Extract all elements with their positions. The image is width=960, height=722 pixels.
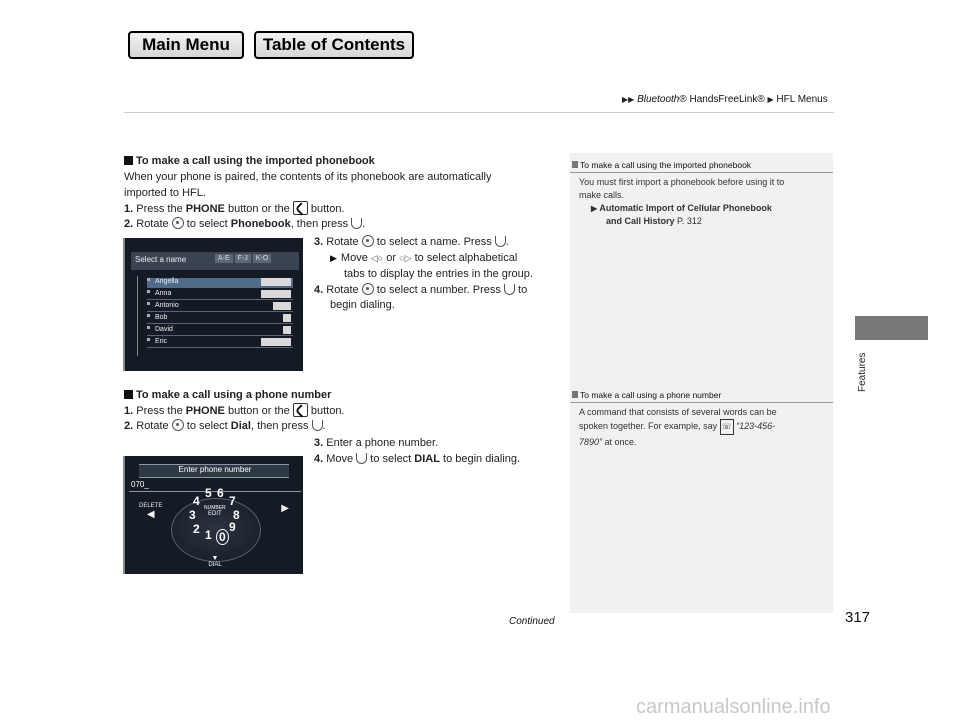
dial-digit-selected: 0 [216,529,229,545]
substep-arrow-icon: ▶ [330,253,337,263]
section-1-step-1 [124,201,345,217]
phone-button-icon [293,403,308,417]
delete-key [139,503,162,520]
section-1-heading [124,154,375,169]
step-text: to select a name. Press [373,236,495,248]
name-text: Antonio [155,302,179,309]
section-2-heading [124,388,331,403]
step-text: to begin dialing. [439,453,521,465]
left-arrow-icon: ◀ [146,509,155,520]
step-text: to select alphabetical [411,252,518,264]
section-1-step-2 [124,217,365,232]
step-text: Press the [136,203,186,215]
dial-digit: 3 [189,508,196,522]
phonebook-screen-image [123,238,303,371]
alphabet-tab: F-J [235,254,251,263]
breadcrumb-arrow-icon: ▶ [767,95,774,104]
name-row [147,326,293,336]
step-text: to select [183,420,231,432]
step-text: button or the [224,405,293,417]
note-1-ref-line-2: and Call History [606,216,675,226]
interface-dial-press-icon [495,236,506,247]
note-2-line-3 [579,435,829,449]
section-2-heading-text: To make a call using a phone number [136,389,332,401]
main-menu-button[interactable]: Main Menu [128,31,244,59]
interface-dial-rotate-icon [362,283,374,295]
step-number: 4. [314,284,324,296]
step-text: to select a number. Press [373,284,504,296]
step-text: Rotate [136,218,172,230]
section-bullet-icon [124,390,133,399]
alphabet-tab: K-O [253,254,271,263]
step-text: Rotate [326,284,362,296]
number-entry: 070_ [131,480,149,489]
note-2-title [570,387,833,403]
section-2-step-2 [124,419,326,434]
breadcrumb [622,94,828,105]
note-icon [572,161,578,168]
side-section-label: Features [857,352,868,392]
phone-button-icon [293,201,308,215]
note-2-line-1: A command that consists of several words can be [579,407,777,417]
interface-dial-press-icon [312,420,323,431]
interface-dial-press-icon [504,284,515,295]
center-line-2: EDIT [208,511,222,517]
step-text: or [383,252,400,264]
name-row [147,314,293,324]
name-text: Angella [155,278,179,285]
dial-digit: 7 [229,494,236,508]
talk-button-icon: ☏ [720,419,734,435]
number-badges [261,290,291,298]
section-1-substep-line-2: tabs to display the entries in the group. [344,268,533,280]
dial-center-label [204,505,226,517]
step-text: button. [307,203,345,215]
note-1-ref-line-1: Automatic Import of Cellular Phonebook [599,203,772,213]
step-number: 2. [124,218,134,230]
name-text: David [155,326,173,333]
step-text: to [514,284,528,296]
section-2-step-4 [314,452,520,467]
note-2-body [579,405,829,449]
section-1-heading-text: To make a call using the imported phonebook [136,155,375,167]
step-text: Move [326,453,357,465]
step-number: 1. [124,405,134,417]
breadcrumb-part-3: HFL Menus [776,94,828,105]
step-text: , then press [250,420,312,432]
alphabet-tabs [215,254,273,263]
continued-label: Continued [509,616,555,627]
move-right-icon: ○▷ [399,253,412,263]
dial-label-text: DIAL [208,562,222,568]
interface-dial-rotate-icon [172,419,184,431]
move-left-icon: ◁○ [370,253,384,263]
note-2-title-text: To make a call using a phone number [580,389,722,400]
table-of-contents-button[interactable]: Table of Contents [254,31,414,59]
note-1-title [570,157,833,173]
note-2-line-3-a: 7890” [579,437,603,447]
section-1-step-4 [314,283,527,298]
note-1-ref-page: P. 312 [674,216,702,226]
step-number: 2. [124,420,134,432]
section-1-intro-2: imported to HFL. [124,187,206,199]
dial-screen-image [123,456,303,574]
step-text-bold: DIAL [414,453,440,465]
entry-underline [129,491,301,492]
dial-digit: 8 [233,508,240,522]
number-badges [283,314,291,322]
section-1-substep [330,251,517,266]
step-number: 3. [314,236,324,248]
section-1-step-3 [314,235,509,250]
interface-dial-rotate-icon [362,235,374,247]
step-text: Rotate [136,420,172,432]
interface-dial-rotate-icon [172,217,184,229]
step-text: , then press [290,218,352,230]
note-1-reference[interactable] [579,202,829,228]
step-number: 1. [124,203,134,215]
step-text: button or the [224,203,293,215]
section-2-step-1 [124,403,345,419]
step-number: 4. [314,453,324,465]
note-2-line-2 [579,419,829,435]
screen-title: Enter phone number [178,465,252,474]
name-row [147,290,293,300]
note-1-title-text: To make a call using the imported phonebook [580,159,752,170]
step-text-bold: Dial [230,420,251,432]
reference-arrow-icon: ▶ [591,204,598,213]
alphabet-tab: A-E [215,254,233,263]
right-arrow-icon: ▶ [281,503,289,514]
section-2-step-3 [314,436,438,451]
step-text: Press the [136,405,186,417]
scrollbar [137,276,141,356]
screen-title: Select a name [135,255,187,264]
breadcrumb-part-2: ® HandsFreeLink® [679,94,765,105]
number-badges [261,278,291,286]
center-line-1: NUMBER [204,505,226,511]
name-text: Eric [155,338,168,345]
step-text: to select [367,453,415,465]
watermark: carmanualsonline.info [636,696,831,718]
note-1-line-2: make calls. [579,190,625,200]
name-row [147,278,293,288]
header-divider [124,112,834,113]
section-bullet-icon [124,156,133,165]
interface-dial-press-icon [351,218,362,229]
step-text: Rotate [326,236,362,248]
dial-digit: 1 [205,528,212,542]
section-1-step-4-line-2: begin dialing. [330,299,395,311]
note-1-line-1: You must first import a phonebook before using it to [579,177,785,187]
note-2-line-2-a: spoken together. For example, say [579,421,720,431]
step-text: Enter a phone number. [326,437,439,449]
dial-digit: 4 [193,494,200,508]
step-number: 3. [314,437,324,449]
step-text-bold: PHONE [185,405,225,417]
dial-label [125,556,303,568]
name-row [147,338,293,348]
page-number: 317 [845,609,871,626]
number-badges [283,326,291,334]
number-badges [273,302,291,310]
name-text: Bob [155,314,168,321]
breadcrumb-arrow-icon: ▶▶ [622,95,635,104]
step-text: . [322,420,326,432]
section-1-intro-1: When your phone is paired, the contents of its phonebook are automatically [124,171,492,183]
note-2-line-3-b: at once. [602,437,637,447]
breadcrumb-part-1: Bluetooth [637,94,680,105]
interface-dial-press-icon [356,453,367,464]
number-badges [261,338,291,346]
dial-digit: 9 [229,520,236,534]
down-arrow-icon: ▼ [211,555,219,562]
note-icon [572,391,578,398]
step-text: . [505,236,509,248]
step-text: button. [307,405,345,417]
name-row [147,302,293,312]
step-text-bold: Phonebook [230,218,291,230]
step-text-bold: PHONE [185,203,225,215]
note-1-body [579,176,829,228]
name-text: Anna [155,290,172,297]
dial-digit: 2 [193,522,200,536]
note-2-line-2-b: “123-456- [733,421,776,431]
step-text: Move [340,252,371,264]
delete-label: DELETE [139,503,163,509]
dial-digit: 6 [217,486,224,500]
step-text: . [362,218,366,230]
dial-digit: 5 [205,486,212,500]
step-text: to select [183,218,231,230]
side-section-tab [855,316,928,340]
